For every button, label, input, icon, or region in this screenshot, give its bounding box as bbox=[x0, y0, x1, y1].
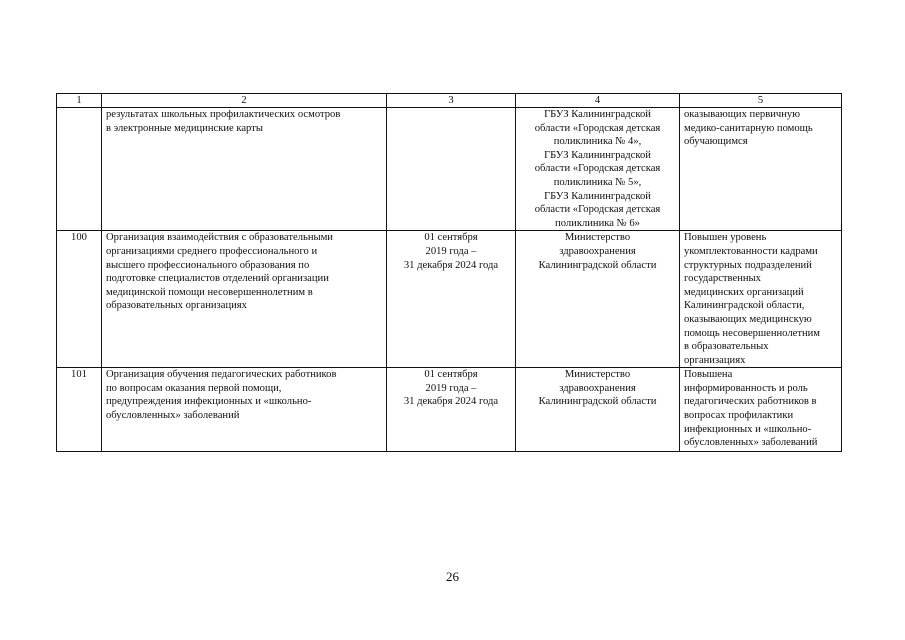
result-line: информированность и роль bbox=[684, 382, 808, 394]
executor-cell bbox=[516, 231, 680, 368]
table-row bbox=[57, 231, 842, 368]
row-number-cell: 100 bbox=[57, 231, 102, 368]
period-cell bbox=[387, 368, 516, 452]
period-line: 2019 года – bbox=[425, 245, 477, 257]
activity-line: предупреждения инфекционных и «школьно- bbox=[106, 396, 312, 408]
column-header-2: 2 bbox=[102, 94, 387, 108]
activity-cell bbox=[102, 231, 387, 368]
executor-cell bbox=[516, 368, 680, 452]
activity-line: Организация взаимодействия с образовательными bbox=[106, 232, 333, 244]
result-line: вопросах профилактики bbox=[684, 410, 794, 422]
executor-line: Калининградской области bbox=[538, 259, 657, 271]
executor-line: ГБУЗ Калининградской bbox=[544, 190, 651, 202]
period-line: 01 сентября bbox=[424, 369, 478, 381]
result-line: обусловленных» заболеваний bbox=[684, 437, 818, 449]
activity-line: организациями среднего профессионального и bbox=[106, 245, 318, 257]
result-line: Калининградской области, bbox=[684, 300, 805, 312]
executor-line: здравоохранения bbox=[559, 382, 636, 394]
executor-cell bbox=[516, 108, 680, 231]
activity-cell bbox=[102, 368, 387, 452]
result-line: обучающимся bbox=[684, 136, 748, 148]
executor-line: поликлиника № 6» bbox=[555, 217, 640, 229]
executor-line: области «Городская детская bbox=[534, 122, 661, 134]
activity-line: результатах школьных профилактических осмотров bbox=[106, 109, 341, 120]
period-cell bbox=[387, 231, 516, 368]
row-number-cell bbox=[57, 108, 102, 231]
document-table bbox=[56, 93, 842, 452]
column-header-3: 3 bbox=[387, 94, 516, 108]
result-line: оказывающих медицинскую bbox=[684, 313, 812, 325]
activity-line: медицинской помощи несовершеннолетним в bbox=[106, 286, 313, 298]
result-line: структурных подразделений bbox=[684, 259, 812, 271]
period-line: 31 декабря 2024 года bbox=[403, 396, 499, 408]
executor-line: ГБУЗ Калининградской bbox=[544, 149, 651, 161]
result-line: Повышена bbox=[684, 369, 733, 381]
executor-line: поликлиника № 4», bbox=[553, 136, 642, 148]
activity-line: Организация обучения педагогических работников bbox=[106, 369, 337, 381]
result-line: в образовательных bbox=[684, 341, 769, 353]
page-number: 26 bbox=[446, 569, 459, 584]
row-number-cell: 101 bbox=[57, 368, 102, 452]
table-row bbox=[57, 108, 842, 231]
result-cell bbox=[680, 108, 842, 231]
executor-line: Министерство bbox=[564, 232, 631, 244]
table-header-row bbox=[57, 94, 842, 108]
result-line: медицинских организаций bbox=[684, 286, 804, 298]
activity-line: высшего профессионального образования по bbox=[106, 259, 310, 271]
column-header-5: 5 bbox=[680, 94, 842, 108]
period-cell bbox=[387, 108, 516, 231]
period-line: 01 сентября bbox=[424, 232, 478, 244]
executor-line: Министерство bbox=[564, 369, 631, 381]
activity-cell bbox=[102, 108, 387, 231]
result-line: педагогических работников в bbox=[684, 396, 817, 408]
result-cell bbox=[680, 368, 842, 452]
period-line: 2019 года – bbox=[425, 382, 477, 394]
activity-line: по вопросам оказания первой помощи, bbox=[106, 382, 282, 394]
executor-line: области «Городская детская bbox=[534, 204, 661, 216]
activity-line: обусловленных» заболеваний bbox=[106, 410, 240, 422]
result-line: инфекционных и «школьно- bbox=[684, 423, 812, 435]
result-line: медико-санитарную помощь bbox=[684, 122, 813, 134]
period-line: 31 декабря 2024 года bbox=[403, 259, 499, 271]
result-line: оказывающих первичную bbox=[684, 109, 801, 120]
activity-line: подготовке специалистов отделений организации bbox=[106, 273, 329, 285]
result-line: организациях bbox=[684, 354, 746, 366]
result-line: государственных bbox=[684, 273, 761, 285]
executor-line: Калининградской области bbox=[538, 396, 657, 408]
executor-line: ГБУЗ Калининградской bbox=[544, 109, 651, 120]
activity-line: образовательных организациях bbox=[106, 300, 247, 312]
column-header-1: 1 bbox=[57, 94, 102, 108]
column-header-4: 4 bbox=[516, 94, 680, 108]
result-line: Повышен уровень bbox=[684, 232, 767, 244]
result-line: помощь несовершеннолетним bbox=[684, 327, 820, 339]
result-cell bbox=[680, 231, 842, 368]
result-line: укомплектованности кадрами bbox=[684, 245, 818, 257]
table-row bbox=[57, 368, 842, 452]
executor-line: поликлиника № 5», bbox=[553, 176, 642, 188]
activity-line: в электронные медицинские карты bbox=[106, 122, 263, 134]
executor-line: здравоохранения bbox=[559, 245, 636, 257]
executor-line: области «Городская детская bbox=[534, 163, 661, 175]
